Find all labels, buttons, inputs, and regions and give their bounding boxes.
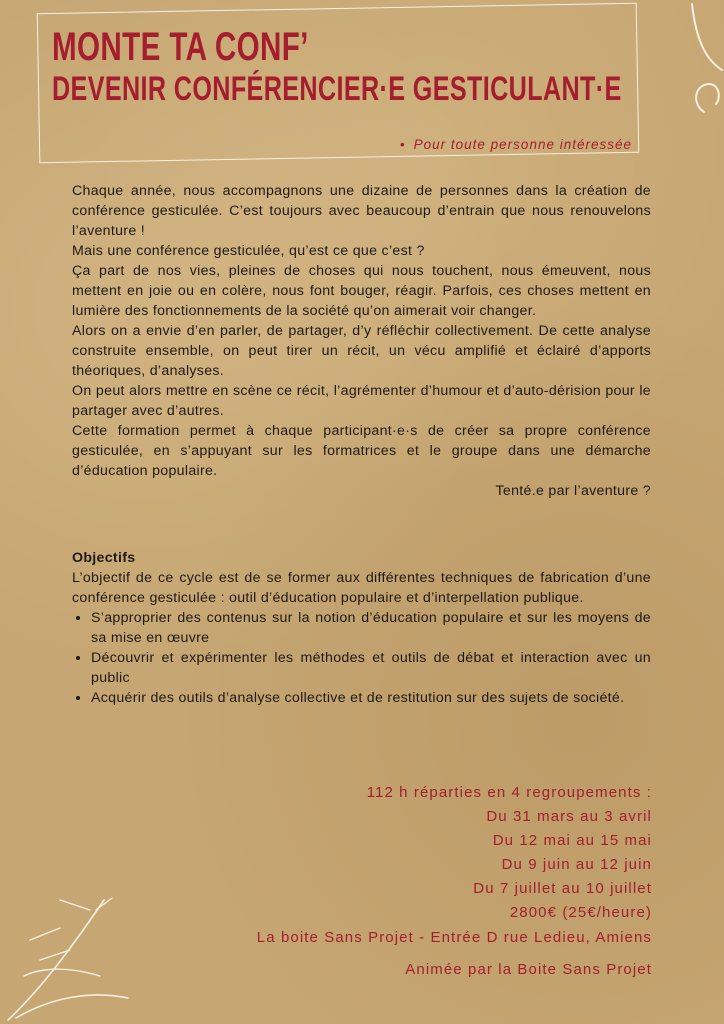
page-title: MONTE TA CONF’ xyxy=(52,25,309,69)
location: La boite Sans Projet - Entrée D rue Ledieu, Amiens xyxy=(256,929,652,946)
corner-swirl-decoration xyxy=(634,0,724,140)
intro-paragraph: Ça part de nos vies, pleines de choses qui nous touchent, nous émeuvent, nous mettent en joie ou en colère, nous font bouger, réagir. Parfois, ces choses mettent en lumière des fonctionnements de la société qu’on aimerait voir changer. xyxy=(72,263,651,319)
bullet-icon: • xyxy=(399,137,406,152)
schedule-summary: 112 h réparties en 4 regroupements : xyxy=(366,784,652,801)
objective-item: • Découvrir et expérimenter les méthodes et outils de débat et interaction avec un public xyxy=(91,648,651,688)
objectives-list xyxy=(72,608,651,708)
objectives-heading: Objectifs xyxy=(72,550,136,566)
session-date: Du 31 mars au 3 avril xyxy=(486,808,652,825)
intro-paragraph: Mais une conférence gesticulée, qu’est ce que c’est ? xyxy=(72,243,425,259)
objectives-section xyxy=(72,548,651,708)
intro-paragraph: Alors on a envie d’en parler, de partager, d’y réfléchir collectivement. De cette analyse construite ensemble, on peut tirer un récit, un vécu amplifié et éclairé d’apports théoriques, d’analyses. xyxy=(72,323,651,379)
objective-item: • Acquérir des outils d’analyse collective et de restitution sur des sujets de société. xyxy=(91,688,651,708)
intro-paragraph: On peut alors mettre en scène ce récit, l’agrémenter d’humour et d’auto-dérision pour le partager avec d’autres. xyxy=(72,383,651,419)
target-audience-text: Pour toute personne intéressée xyxy=(413,137,632,152)
intro-closing: Tenté.e par l’aventure ? xyxy=(495,483,651,499)
session-date: Du 12 mai au 15 mai xyxy=(492,832,652,849)
intro-paragraph: Cette formation permet à chaque participant·e·s de créer sa propre conférence gesticulée, en s’appuyant sur les formatrices et le groupe dans une démarche d’éducation populaire. xyxy=(72,423,651,479)
objective-item: • S’approprier des contenus sur la notion d’éducation populaire et sur les moyens de sa mise en œuvre xyxy=(91,608,651,648)
price: 2800€ (25€/heure) xyxy=(509,904,652,921)
schedule-section xyxy=(92,781,652,982)
intro-paragraph: Chaque année, nous accompagnons une dizaine de personnes dans la création de conférence gesticulée. C’est toujours avec beaucoup d’entrain que nous renouvelons l’aventure ! xyxy=(72,183,651,239)
animated-by: Animée par la Boite Sans Projet xyxy=(405,961,652,978)
page-subtitle: DEVENIR CONFÉRENCIER·E GESTICULANT·E xyxy=(52,70,622,108)
target-audience xyxy=(400,137,632,152)
objectives-text: L’objectif de ce cycle est de se former aux différentes techniques de fabrication d’une conférence gesticulée : outil d’éducation populaire et d’interpellation publique. xyxy=(72,570,651,606)
session-date: Du 7 juillet au 10 juillet xyxy=(473,880,652,897)
session-date: Du 9 juin au 12 juin xyxy=(501,856,652,873)
intro-section xyxy=(72,181,651,501)
